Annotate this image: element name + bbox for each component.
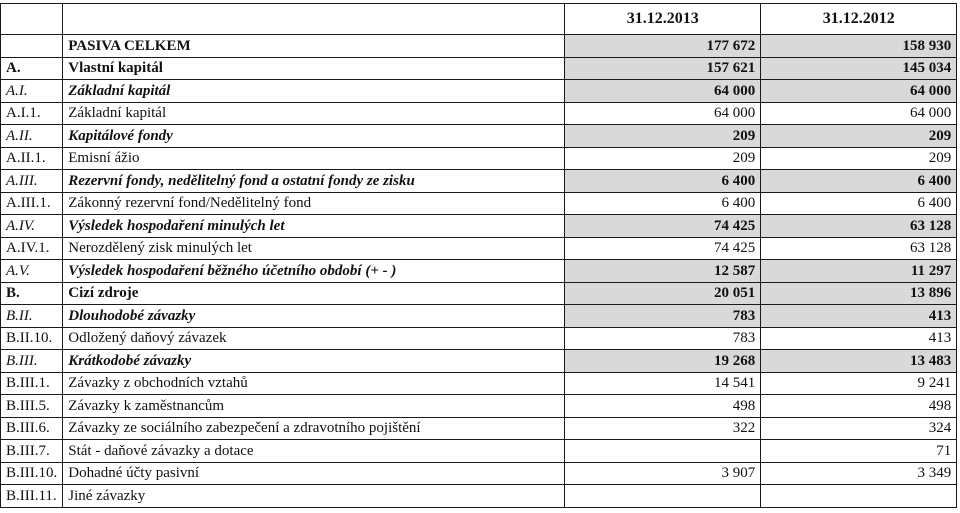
row-code: A.V. — [1, 260, 63, 283]
header-2013: 31.12.2013 — [565, 4, 761, 35]
table-row — [1, 305, 957, 328]
row-label: Emisní ážio — [63, 147, 565, 170]
table-row — [1, 57, 957, 80]
row-code: A.I. — [1, 80, 63, 103]
row-value-2013: 64 000 — [565, 102, 761, 125]
table-row — [1, 192, 957, 215]
row-label: Závazky k zaměstnancům — [63, 395, 565, 418]
row-code: A.I.1. — [1, 102, 63, 125]
row-value-2013: 74 425 — [565, 237, 761, 260]
row-code: B.III.11. — [1, 485, 63, 508]
row-value-2012 — [761, 485, 957, 508]
row-label: Vlastní kapitál — [63, 57, 565, 80]
table-row — [1, 327, 957, 350]
row-code: B.III.7. — [1, 440, 63, 463]
row-code: A.III.1. — [1, 192, 63, 215]
table-row — [1, 102, 957, 125]
row-value-2013: 19 268 — [565, 350, 761, 373]
row-value-2012: 158 930 — [761, 35, 957, 58]
row-label: Krátkodobé závazky — [63, 350, 565, 373]
row-value-2013: 783 — [565, 327, 761, 350]
row-label: Dohadné účty pasivní — [63, 462, 565, 485]
row-value-2012: 413 — [761, 327, 957, 350]
row-value-2013: 177 672 — [565, 35, 761, 58]
header-label-cell — [63, 4, 565, 35]
row-label: Základní kapitál — [63, 102, 565, 125]
row-value-2012: 3 349 — [761, 462, 957, 485]
row-label: Výsledek hospodaření běžného účetního období (+ - ) — [63, 260, 565, 283]
table-row — [1, 417, 957, 440]
row-value-2012: 71 — [761, 440, 957, 463]
row-code: A.IV.1. — [1, 237, 63, 260]
row-value-2012: 63 128 — [761, 215, 957, 238]
row-value-2013: 498 — [565, 395, 761, 418]
row-code: B.III.6. — [1, 417, 63, 440]
row-value-2012: 324 — [761, 417, 957, 440]
row-code: B.III.1. — [1, 372, 63, 395]
row-value-2012: 6 400 — [761, 192, 957, 215]
row-label: Závazky z obchodních vztahů — [63, 372, 565, 395]
row-value-2012: 64 000 — [761, 80, 957, 103]
table-row — [1, 147, 957, 170]
row-label: PASIVA CELKEM — [63, 35, 565, 58]
row-label: Výsledek hospodaření minulých let — [63, 215, 565, 238]
table-row — [1, 440, 957, 463]
table-row — [1, 170, 957, 193]
header-2012: 31.12.2012 — [761, 4, 957, 35]
row-value-2012: 209 — [761, 125, 957, 148]
row-value-2013: 209 — [565, 125, 761, 148]
table-row — [1, 282, 957, 305]
row-code: A.II. — [1, 125, 63, 148]
row-value-2012: 11 297 — [761, 260, 957, 283]
row-label: Zákonný rezervní fond/Nedělitelný fond — [63, 192, 565, 215]
row-code — [1, 35, 63, 58]
table-row — [1, 462, 957, 485]
row-code: B. — [1, 282, 63, 305]
row-value-2013: 6 400 — [565, 170, 761, 193]
row-value-2013: 20 051 — [565, 282, 761, 305]
table-row — [1, 237, 957, 260]
row-value-2012: 13 896 — [761, 282, 957, 305]
table-row — [1, 125, 957, 148]
table-row — [1, 35, 957, 58]
row-label: Odložený daňový závazek — [63, 327, 565, 350]
row-value-2012: 9 241 — [761, 372, 957, 395]
row-value-2013: 14 541 — [565, 372, 761, 395]
row-code: B.II. — [1, 305, 63, 328]
row-value-2013 — [565, 485, 761, 508]
table-row — [1, 80, 957, 103]
table-row — [1, 395, 957, 418]
row-code: A.II.1. — [1, 147, 63, 170]
row-label: Kapitálové fondy — [63, 125, 565, 148]
row-value-2012: 6 400 — [761, 170, 957, 193]
row-value-2013: 157 621 — [565, 57, 761, 80]
row-code: B.III. — [1, 350, 63, 373]
row-value-2013: 209 — [565, 147, 761, 170]
row-value-2013: 12 587 — [565, 260, 761, 283]
row-code: A.III. — [1, 170, 63, 193]
row-value-2012: 209 — [761, 147, 957, 170]
row-value-2013 — [565, 440, 761, 463]
row-label: Jiné závazky — [63, 485, 565, 508]
row-label: Závazky ze sociálního zabezpečení a zdravotního pojištění — [63, 417, 565, 440]
row-value-2013: 6 400 — [565, 192, 761, 215]
row-code: B.II.10. — [1, 327, 63, 350]
row-value-2013: 783 — [565, 305, 761, 328]
row-value-2012: 63 128 — [761, 237, 957, 260]
row-value-2013: 322 — [565, 417, 761, 440]
row-value-2012: 498 — [761, 395, 957, 418]
row-value-2013: 64 000 — [565, 80, 761, 103]
row-label: Rezervní fondy, nedělitelný fond a ostatní fondy ze zisku — [63, 170, 565, 193]
row-value-2013: 3 907 — [565, 462, 761, 485]
row-label: Stát - daňové závazky a dotace — [63, 440, 565, 463]
table-row — [1, 485, 957, 508]
table-row — [1, 372, 957, 395]
row-value-2012: 145 034 — [761, 57, 957, 80]
table-row — [1, 260, 957, 283]
balance-sheet-table — [0, 3, 957, 508]
row-value-2012: 64 000 — [761, 102, 957, 125]
header-row — [1, 4, 957, 35]
row-code: A. — [1, 57, 63, 80]
table-row — [1, 215, 957, 238]
row-label: Nerozdělený zisk minulých let — [63, 237, 565, 260]
row-label: Základní kapitál — [63, 80, 565, 103]
row-label: Dlouhodobé závazky — [63, 305, 565, 328]
row-label: Cizí zdroje — [63, 282, 565, 305]
row-value-2012: 413 — [761, 305, 957, 328]
row-code: B.III.10. — [1, 462, 63, 485]
row-value-2013: 74 425 — [565, 215, 761, 238]
row-value-2012: 13 483 — [761, 350, 957, 373]
row-code: A.IV. — [1, 215, 63, 238]
header-code-cell — [1, 4, 63, 35]
row-code: B.III.5. — [1, 395, 63, 418]
table-row — [1, 350, 957, 373]
